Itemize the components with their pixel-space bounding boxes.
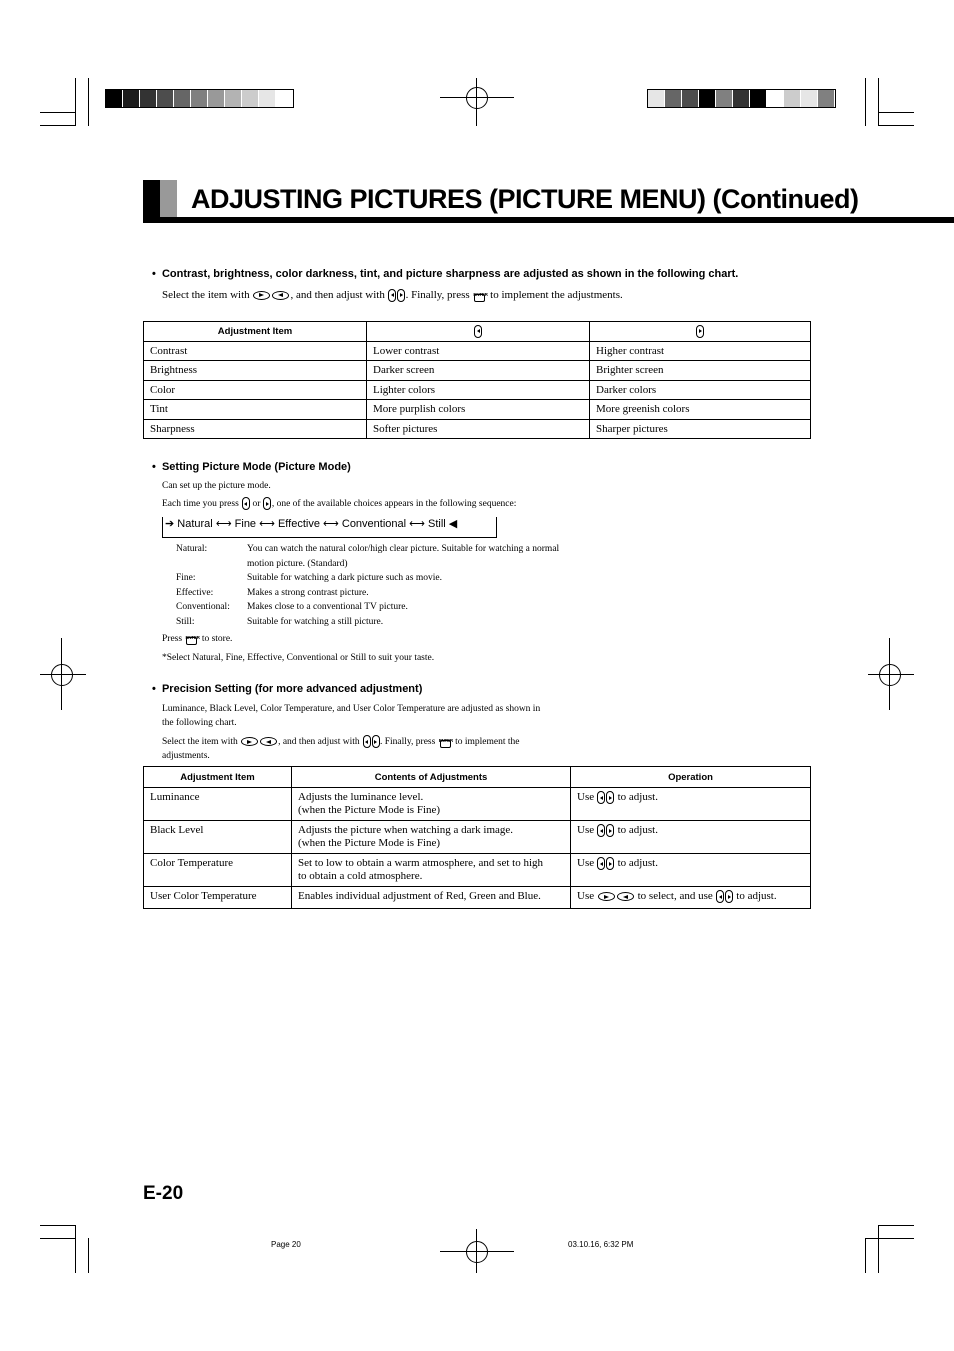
- cell-contents: [292, 854, 571, 887]
- list-item: [176, 615, 567, 630]
- oval-down-icon: [598, 892, 615, 901]
- crop-mark: [40, 1238, 76, 1239]
- table-header: Operation: [571, 767, 811, 788]
- crop-mark: [40, 1225, 76, 1226]
- left-arrow-icon: [474, 325, 482, 338]
- oval-up-icon: [272, 291, 289, 300]
- table-row: [144, 380, 811, 400]
- cell-line: Adjusts the picture when watching a dark image.: [298, 824, 514, 836]
- cell-item: Color Temperature: [144, 854, 292, 887]
- cell-contents: [292, 887, 571, 909]
- cell-left: Lighter colors: [367, 380, 590, 400]
- op-text: Use: [577, 890, 595, 903]
- registration-mark: [476, 1229, 477, 1273]
- color-swatch: [682, 90, 699, 107]
- color-swatch: [716, 90, 733, 107]
- table-row: [144, 341, 811, 361]
- precision-line2: the following chart.: [162, 718, 237, 728]
- double-arrow-icon: ⟷: [409, 518, 425, 530]
- cell-line: (when the Picture Mode is Fine): [298, 804, 441, 816]
- oval-up-icon: [260, 737, 277, 746]
- table-row: [144, 788, 811, 821]
- crop-mark: [88, 1238, 89, 1273]
- mode-text: Each time you press: [162, 499, 239, 509]
- color-swatch: [157, 90, 174, 107]
- crop-mark: [865, 1238, 914, 1239]
- table-header-right: [590, 322, 811, 342]
- mode-heading: • Setting Picture Mode (Picture Mode): [152, 461, 351, 473]
- sequence-item: Fine: [234, 518, 257, 530]
- double-arrow-icon: ⟷: [323, 518, 339, 530]
- intro-instr-text: . Finally, press: [405, 289, 470, 301]
- precision-text: , and then adjust with: [278, 737, 360, 747]
- registration-mark: [40, 674, 86, 675]
- mode-list: [176, 542, 567, 629]
- cell-right: Brighter screen: [590, 361, 811, 381]
- mode-desc: Makes close to a conventional TV picture.: [247, 602, 408, 612]
- mode-text: , one of the available choices appears in the following sequence:: [271, 499, 517, 509]
- color-swatch: [665, 90, 682, 107]
- left-arrow-icon: [597, 857, 605, 870]
- cell-item: User Color Temperature: [144, 887, 292, 909]
- enter-icon: [439, 735, 452, 748]
- cell-operation: [571, 887, 811, 909]
- cell-left: Softer pictures: [367, 419, 590, 439]
- footer-timestamp: 03.10.16, 6:32 PM: [568, 1240, 634, 1249]
- table-header: Adjustment Item: [144, 767, 292, 788]
- registration-mark: [889, 638, 890, 710]
- op-text: to adjust.: [736, 890, 777, 903]
- precision-line1: Luminance, Black Level, Color Temperature, and User Color Temperature are adjusted as shown in: [162, 704, 541, 714]
- table-header-left: [367, 322, 590, 342]
- right-arrow-icon: [725, 890, 733, 903]
- crop-mark: [40, 112, 76, 113]
- color-swatch: [106, 90, 123, 107]
- color-swatch: [208, 90, 225, 107]
- list-item: [176, 586, 567, 601]
- crop-mark: [75, 78, 76, 126]
- cell-operation: [571, 821, 811, 854]
- cell-line: (when the Picture Mode is Fine): [298, 837, 441, 849]
- mode-line1: Can set up the picture mode.: [162, 481, 271, 491]
- registration-mark: [466, 87, 488, 109]
- color-bar-right: [647, 89, 836, 108]
- color-swatch: [699, 90, 716, 107]
- cell-item: Color: [144, 380, 367, 400]
- sequence-item: Conventional: [341, 518, 407, 530]
- cell-line: Adjusts the luminance level.: [298, 791, 424, 803]
- left-arrow-icon: [716, 890, 724, 903]
- cell-contents: [292, 821, 571, 854]
- crop-mark: [878, 78, 879, 126]
- cell-operation: [571, 788, 811, 821]
- color-swatch: [242, 90, 259, 107]
- registration-mark: [868, 674, 914, 675]
- color-swatch: [225, 90, 242, 107]
- right-arrow-icon: [397, 289, 405, 302]
- table-row: [144, 854, 811, 887]
- registration-mark: [879, 664, 901, 686]
- cell-operation: [571, 854, 811, 887]
- mode-desc: Suitable for watching a dark picture such as movie.: [247, 573, 442, 583]
- arrow-left-icon: ◀: [448, 518, 458, 530]
- cell-line: Set to low to obtain a warm atmosphere, and set to high: [298, 857, 544, 869]
- mode-desc: Suitable for watching a still picture.: [247, 616, 384, 627]
- oval-down-icon: [241, 737, 258, 746]
- mode-desc: You can watch the natural color/high clear picture. Suitable for watching a normal motion picture. (Standard): [247, 544, 560, 569]
- intro-heading-text: Contrast, brightness, color darkness, tint, and picture sharpness are adjusted as shown in the following chart.: [161, 268, 739, 280]
- precision-text: . Finally, press: [380, 737, 436, 747]
- cell-item: Luminance: [144, 788, 292, 821]
- enter-icon: [185, 632, 198, 645]
- cell-right: Higher contrast: [590, 341, 811, 361]
- enter-icon: [473, 289, 486, 302]
- oval-down-icon: [253, 291, 270, 300]
- arrow-right-icon: ➔: [165, 518, 175, 530]
- table-row: [144, 400, 811, 420]
- page-number: E-20: [143, 1183, 184, 1204]
- intro-heading: • Contrast, brightness, color darkness, tint, and picture sharpness are adjusted as shown in the following chart.: [152, 268, 739, 280]
- cell-line: to obtain a cold atmosphere.: [298, 870, 423, 882]
- color-swatch: [276, 90, 293, 107]
- title-rule: [143, 217, 954, 223]
- list-item: [176, 571, 567, 586]
- cell-item: Contrast: [144, 341, 367, 361]
- color-swatch: [140, 90, 157, 107]
- mode-press: [162, 632, 232, 646]
- mode-key: Conventional:: [176, 602, 230, 612]
- crop-mark: [75, 1225, 76, 1273]
- sequence-item: Effective: [277, 518, 320, 530]
- table-header-item: Adjustment Item: [144, 322, 367, 342]
- left-arrow-icon: [388, 289, 396, 302]
- cell-line: Enables individual adjustment of Red, Green and Blue.: [298, 890, 541, 902]
- left-arrow-icon: [597, 824, 605, 837]
- cell-contents: [292, 788, 571, 821]
- crop-mark: [40, 125, 76, 126]
- oval-up-icon: [617, 892, 634, 901]
- op-text: Use: [577, 824, 595, 837]
- left-arrow-icon: [242, 497, 250, 510]
- enter-icon-label: ENTER: [185, 635, 200, 641]
- right-arrow-icon: [372, 735, 380, 748]
- registration-mark: [51, 664, 73, 686]
- sequence-item: Natural: [177, 518, 213, 530]
- color-swatch: [123, 90, 140, 107]
- crop-mark: [865, 78, 866, 126]
- adjustment-table: [143, 321, 811, 439]
- registration-mark: [476, 78, 477, 126]
- mode-line2: [162, 497, 516, 511]
- crop-mark: [865, 1238, 866, 1273]
- precision-instructions-2: adjustments.: [162, 751, 210, 761]
- cell-left: More purplish colors: [367, 400, 590, 420]
- precision-heading-text: Precision Setting (for more advanced adjustment): [161, 683, 423, 695]
- mode-note: *Select Natural, Fine, Effective, Conventional or Still to suit your taste.: [162, 653, 435, 663]
- mode-key: Natural:: [176, 544, 208, 554]
- color-swatch: [818, 90, 835, 107]
- cell-item: Brightness: [144, 361, 367, 381]
- registration-mark: [466, 1241, 488, 1263]
- table-row: [144, 887, 811, 909]
- mode-sequence: [165, 517, 457, 530]
- right-arrow-icon: [263, 497, 271, 510]
- mode-desc: Makes a strong contrast picture.: [247, 587, 369, 598]
- registration-mark: [440, 97, 514, 98]
- precision-table: [143, 766, 811, 909]
- crop-mark: [878, 1225, 879, 1273]
- double-arrow-icon: ⟷: [215, 518, 232, 530]
- cell-right: Sharper pictures: [590, 419, 811, 439]
- list-item: [176, 600, 567, 615]
- enter-icon-label: ENTER: [473, 291, 488, 297]
- cell-item: Tint: [144, 400, 367, 420]
- double-arrow-icon: ⟷: [259, 518, 275, 530]
- crop-mark: [878, 125, 914, 126]
- color-swatch: [648, 90, 665, 107]
- intro-instructions: [162, 288, 623, 302]
- list-item: [176, 542, 567, 571]
- color-swatch: [750, 90, 767, 107]
- color-swatch: [784, 90, 801, 107]
- precision-instructions: [162, 735, 519, 749]
- color-swatch: [259, 90, 276, 107]
- color-swatch: [801, 90, 818, 107]
- right-arrow-icon: [606, 791, 614, 804]
- crop-mark: [878, 1225, 914, 1226]
- right-arrow-icon: [696, 325, 704, 338]
- mode-key: Still:: [176, 616, 195, 627]
- precision-text: Select the item with: [162, 737, 238, 747]
- color-bar-left: [105, 89, 294, 108]
- intro-instr-text: to implement the adjustments.: [490, 289, 623, 301]
- table-header: Contents of Adjustments: [292, 767, 571, 788]
- op-text: to adjust.: [617, 824, 658, 837]
- enter-icon-label: ENTER: [438, 738, 453, 744]
- mode-key: Fine:: [176, 573, 196, 583]
- color-swatch: [191, 90, 208, 107]
- cell-item: Sharpness: [144, 419, 367, 439]
- op-text: Use: [577, 857, 595, 870]
- mode-text: Press: [162, 634, 183, 644]
- intro-instr-text: , and then adjust with: [290, 289, 385, 301]
- table-row: [144, 361, 811, 381]
- crop-mark: [88, 78, 89, 126]
- mode-text: or: [252, 499, 261, 509]
- color-swatch: [767, 90, 784, 107]
- op-text: to adjust.: [617, 791, 658, 804]
- mode-text: to store.: [201, 634, 233, 644]
- color-swatch: [174, 90, 191, 107]
- op-text: Use: [577, 791, 595, 804]
- registration-mark: [61, 638, 62, 710]
- precision-heading: • Precision Setting (for more advanced adjustment): [152, 683, 423, 695]
- registration-mark: [440, 1251, 514, 1252]
- color-swatch: [733, 90, 750, 107]
- op-text: to select, and use: [637, 890, 713, 903]
- cell-right: More greenish colors: [590, 400, 811, 420]
- cell-left: Lower contrast: [367, 341, 590, 361]
- right-arrow-icon: [606, 824, 614, 837]
- op-text: to adjust.: [617, 857, 658, 870]
- mode-key: Effective:: [176, 587, 214, 598]
- title-marker: [143, 180, 177, 218]
- crop-mark: [878, 112, 914, 113]
- cell-right: Darker colors: [590, 380, 811, 400]
- mode-heading-text: Setting Picture Mode (Picture Mode): [161, 461, 351, 473]
- left-arrow-icon: [597, 791, 605, 804]
- table-row: [144, 821, 811, 854]
- cell-item: Black Level: [144, 821, 292, 854]
- intro-instr-text: Select the item with: [162, 289, 250, 301]
- table-row: [144, 419, 811, 439]
- sequence-item: Still: [428, 518, 446, 530]
- page-title: ADJUSTING PICTURES (PICTURE MENU) (Continued): [191, 184, 859, 214]
- left-arrow-icon: [363, 735, 371, 748]
- precision-text: to implement the: [455, 737, 520, 747]
- cell-left: Darker screen: [367, 361, 590, 381]
- footer-page: Page 20: [271, 1240, 301, 1249]
- right-arrow-icon: [606, 857, 614, 870]
